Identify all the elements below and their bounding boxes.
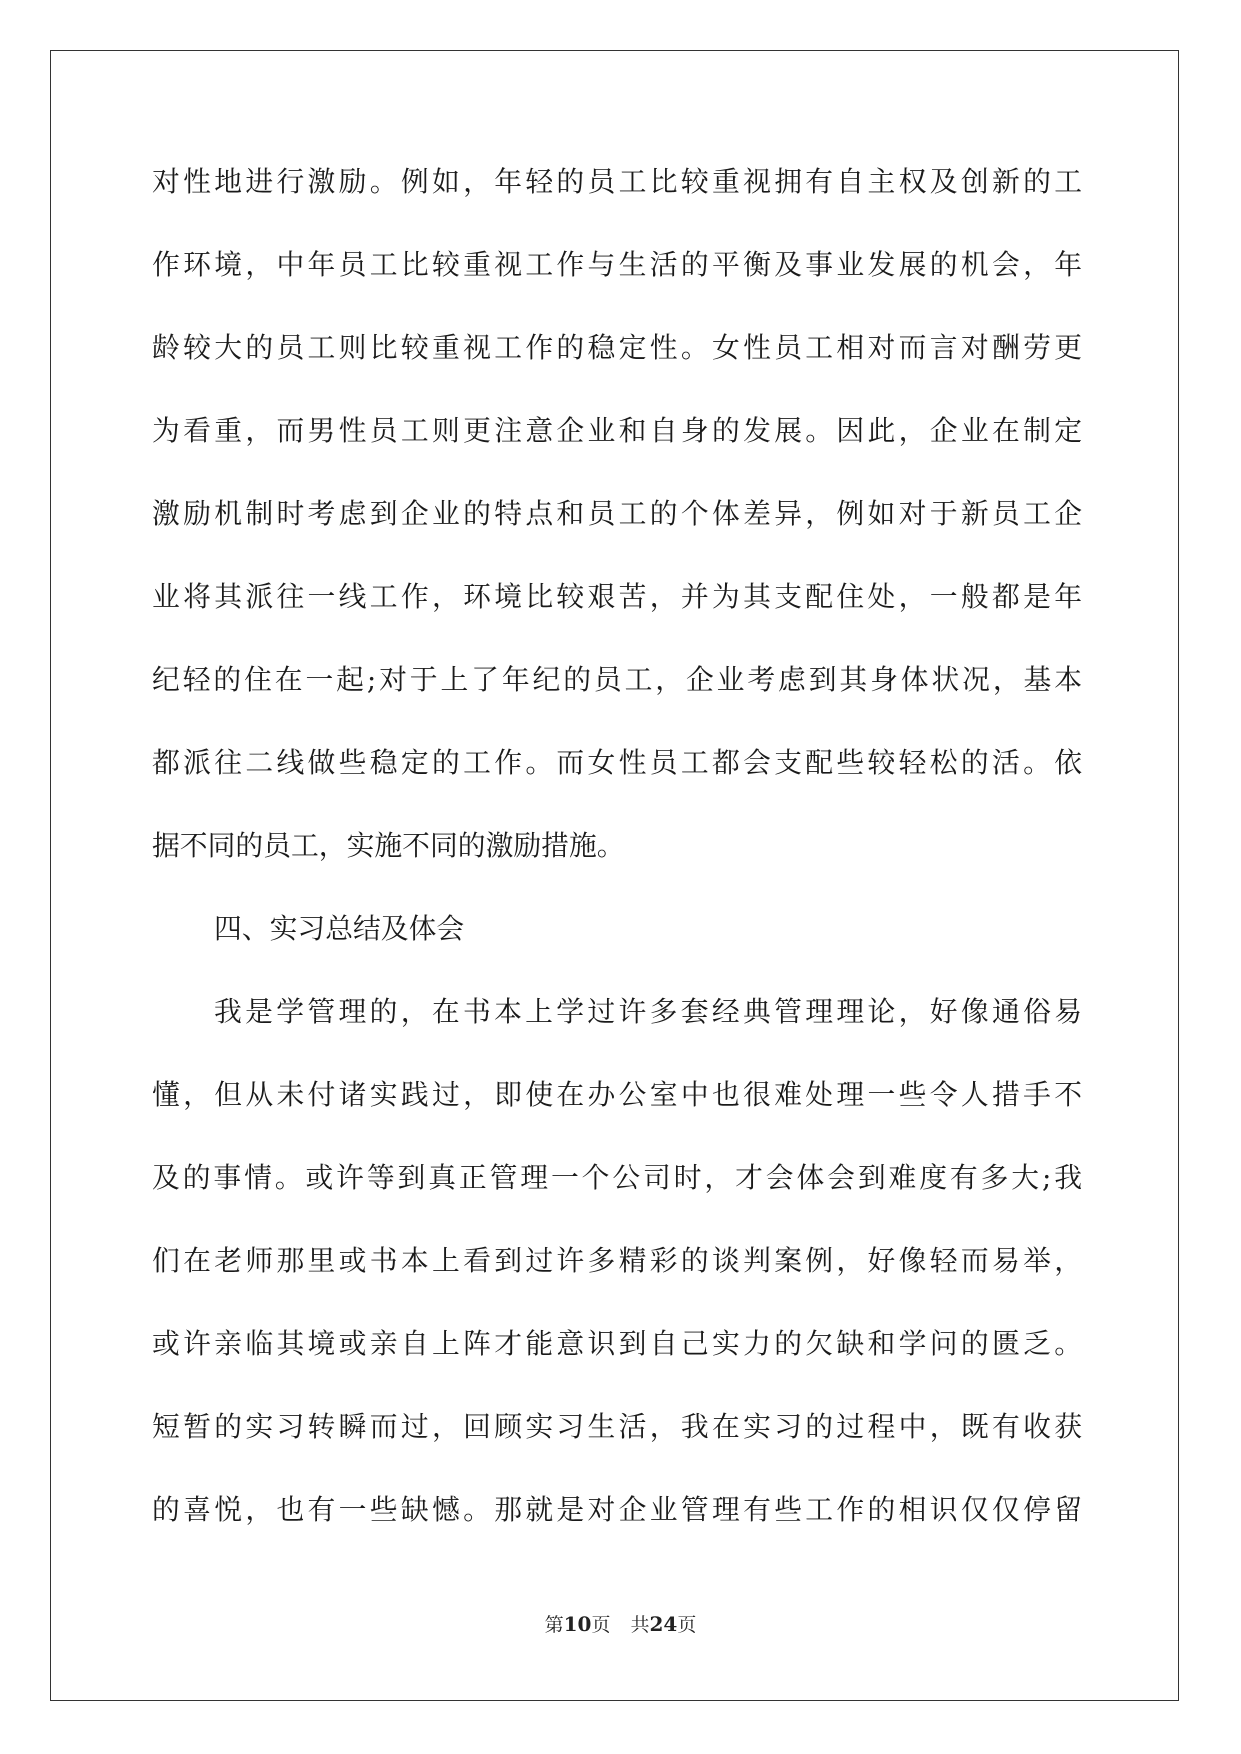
page-footer [0,1610,1241,1637]
page-suffix: 页 [591,1614,611,1636]
text-line: 对性地进行激励。例如，年轻的员工比较重视拥有自主权及创新的工 [152,165,1082,198]
text-line: 都派往二线做些稳定的工作。而女性员工都会支配些较轻松的活。依 [152,746,1082,779]
text-line: 或许亲临其境或亲自上阵才能意识到自己实力的欠缺和学问的匮乏。 [152,1327,1082,1360]
text-line: 短暂的实习转瞬而过，回顾实习生活，我在实习的过程中，既有收获 [152,1410,1082,1443]
section-heading: 四、实习总结及体会 [214,912,465,945]
text-line: 龄较大的员工则比较重视工作的稳定性。女性员工相对而言对酬劳更 [152,331,1082,364]
text-line: 及的事情。或许等到真正管理一个公司时，才会体会到难度有多大;我 [152,1161,1082,1194]
current-page-number: 10 [563,1612,592,1636]
text-line: 们在老师那里或书本上看到过许多精彩的谈判案例，好像轻而易举， [152,1244,1082,1277]
paragraph-end-line: 据不同的员工，实施不同的激励措施。 [152,829,625,862]
page-prefix: 第 [544,1614,564,1636]
text-line: 懂，但从未付诸实践过，即使在办公室中也很难处理一些令人措手不 [152,1078,1082,1111]
text-line: 业将其派往一线工作，环境比较艰苦，并为其支配住处，一般都是年 [152,580,1082,613]
paragraph-first-line: 我是学管理的，在书本上学过许多套经典管理理论，好像通俗易 [214,995,1082,1028]
text-line: 作环境，中年员工比较重视工作与生活的平衡及事业发展的机会，年 [152,248,1082,281]
total-suffix: 页 [677,1614,697,1636]
text-line: 纪轻的住在一起;对于上了年纪的员工，企业考虑到其身体状况，基本 [152,663,1082,696]
document-body [152,161,1082,1572]
total-prefix: 共 [630,1614,650,1636]
text-line: 为看重，而男性员工则更注意企业和自身的发展。因此，企业在制定 [152,414,1082,447]
text-line: 激励机制时考虑到企业的特点和员工的个体差异，例如对于新员工企 [152,497,1082,530]
text-line: 的喜悦，也有一些缺憾。那就是对企业管理有些工作的相识仅仅停留 [152,1493,1082,1526]
total-page-number: 24 [649,1612,678,1636]
